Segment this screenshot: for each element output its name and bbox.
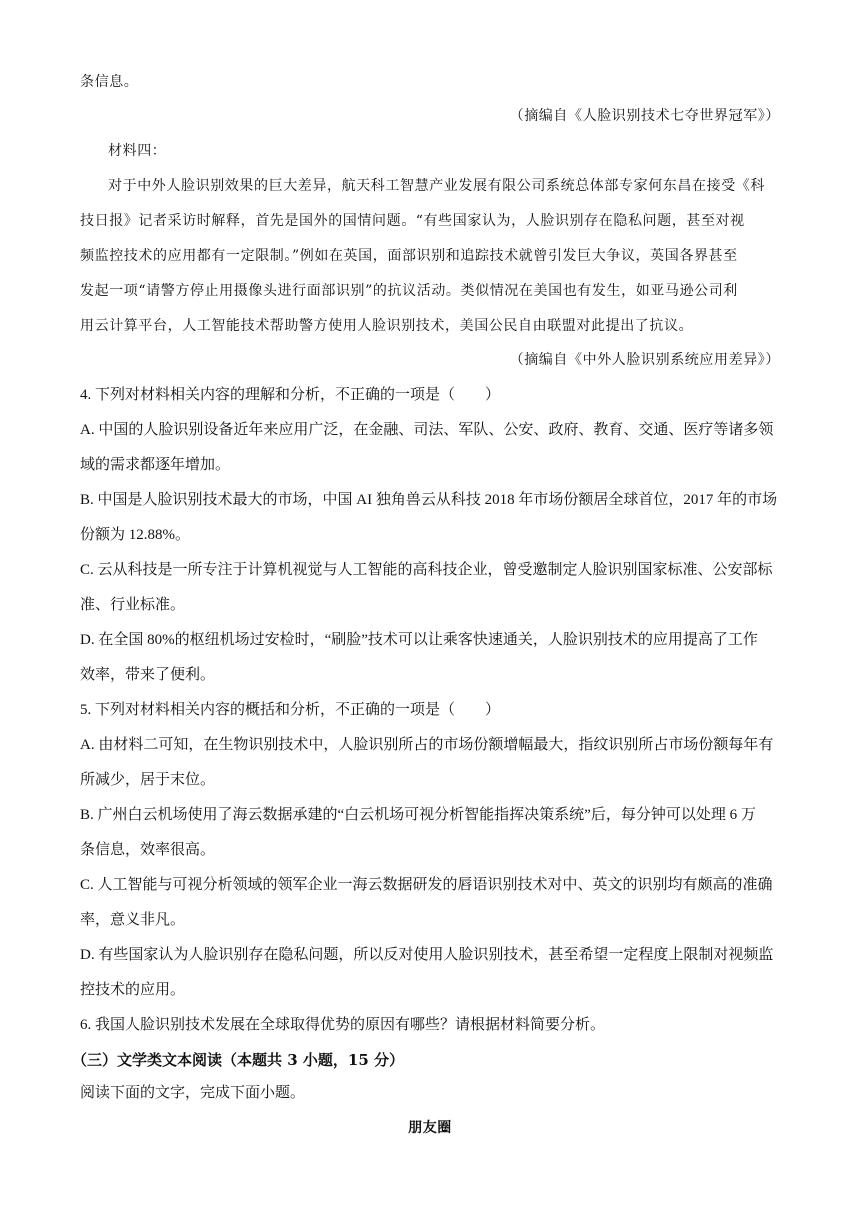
- option-line: 率，意义非凡。: [80, 912, 186, 928]
- source-citation: （摘编自《人脸识别技术七夺世界冠军》）: [509, 108, 780, 124]
- material-text-line: 对于中外人脸识别效果的巨大差异，航天科工智慧产业发展有限公司系统总体部专家何东昌在接受《科: [108, 178, 765, 194]
- option-line: 准、行业标准。: [80, 597, 186, 613]
- option-line: A. 中国的人脸识别设备近年来应用广泛，在金融、司法、军队、公安、政府、教育、交通、医疗等诸多领: [80, 422, 774, 438]
- option-line: D. 有些国家认为人脸识别存在隐私问题，所以反对使用人脸识别技术，甚至希望一定程度上限制对视频监: [80, 947, 774, 963]
- passage-title: 朋友圈: [408, 1120, 452, 1136]
- material-text-line: 频监控技术的应用都有一定限制。”例如在英国，面部识别和追踪技术就曾引发巨大争议，英国各界甚至: [80, 248, 738, 264]
- option-line: C. 云从科技是一所专注于计算机视觉与人工智能的高科技企业，曾受邀制定人脸识别国家标准、公安部标: [80, 562, 773, 578]
- option-line: 所减少，居于末位。: [80, 772, 216, 788]
- option-line: 控技术的应用。: [80, 982, 186, 998]
- option-line: 份额为 12.88%。: [80, 527, 190, 543]
- option-line: C. 人工智能与可视分析领域的领军企业一海云数据研发的唇语识别技术对中、英文的识别均有颇高的准确: [80, 877, 773, 893]
- material-text-line: 用云计算平台，人工智能技术帮助警方使用人脸识别技术，美国公民自由联盟对此提出了抗议。: [80, 318, 694, 334]
- material-text-line: 条信息。: [80, 74, 139, 90]
- instruction-text: 阅读下面的文字，完成下面小题。: [80, 1085, 306, 1101]
- question-5: 5. 下列对材料相关内容的概括和分析，不正确的一项是（ ）: [80, 702, 501, 718]
- section-heading: （三）文学类文本阅读（本题共 3 小题，15 分）: [72, 1051, 404, 1069]
- source-citation: （摘编自《中外人脸识别系统应用差异》）: [509, 352, 780, 368]
- option-line: B. 广州白云机场使用了海云数据承建的“白云机场可视分析智能指挥决策系统”后，每分钟可以处理 6 万: [80, 807, 756, 823]
- option-line: A. 由材料二可知，在生物识别技术中，人脸识别所占的市场份额增幅最大，指纹识别所占市场份额每年有: [80, 737, 774, 753]
- option-line: D. 在全国 80%的枢纽机场过安检时，“刷脸”技术可以让乘客快速通关，人脸识别技术的应用提高了工作: [80, 632, 758, 648]
- option-line: 效率，带来了便利。: [80, 667, 216, 683]
- material-text-line: 技日报》记者采访时解释，首先是国外的国情问题。“有些国家认为，人脸识别存在隐私问题，甚至对视: [80, 213, 745, 229]
- question-6: 6. 我国人脸识别技术发展在全球取得优势的原因有哪些？请根据材料简要分析。: [80, 1017, 606, 1033]
- option-line: 域的需求都逐年增加。: [80, 457, 231, 473]
- material-heading: 材料四：: [108, 143, 167, 159]
- material-text-line: 发起一项“请警方停止用摄像头进行面部识别”的抗议活动。类似情况在美国也有发生，如亚马逊公司利: [80, 283, 738, 299]
- option-line: 条信息，效率很高。: [80, 842, 216, 858]
- question-4: 4. 下列对材料相关内容的理解和分析，不正确的一项是（ ）: [80, 387, 501, 403]
- option-line: B. 中国是人脸识别技术最大的市场，中国 AI 独角兽云从科技 2018 年市场份额居全球首位，2017 年的市场: [80, 492, 778, 508]
